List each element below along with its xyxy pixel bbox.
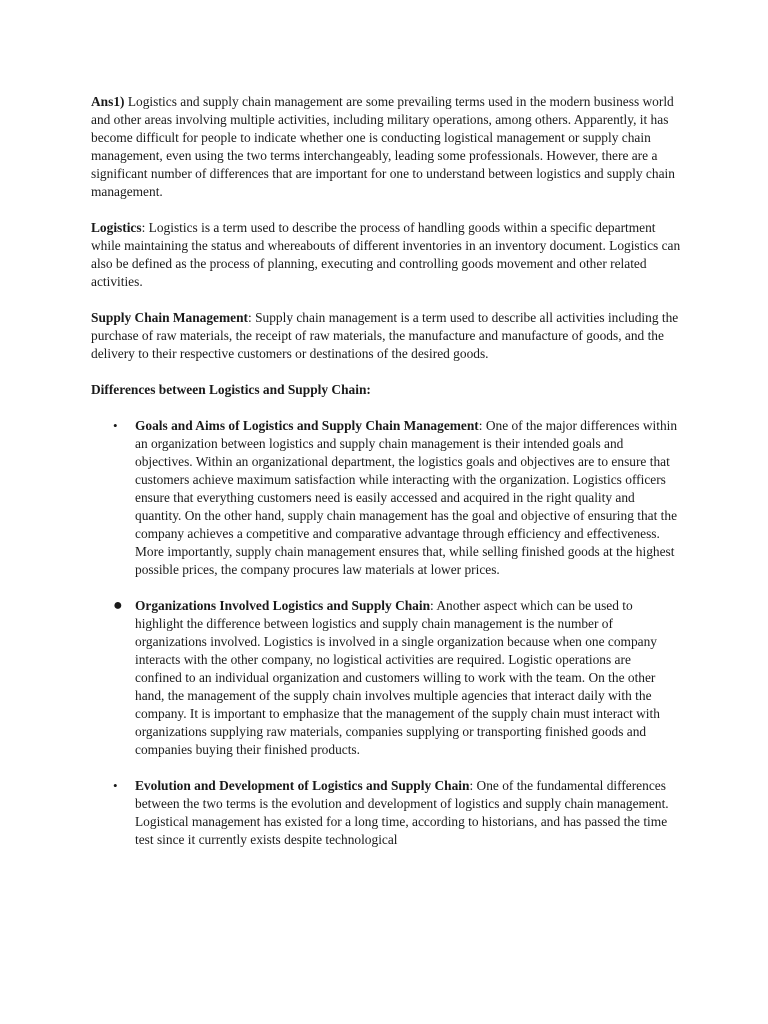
list-item bbox=[91, 597, 681, 759]
bullet-icon: ● bbox=[113, 597, 123, 614]
logistics-term: Logistics bbox=[91, 220, 142, 235]
bullet-icon: • bbox=[113, 418, 118, 433]
intro-paragraph bbox=[91, 93, 681, 201]
scm-definition bbox=[91, 309, 681, 363]
document-body bbox=[91, 93, 681, 867]
scm-text: : Supply chain management is a term used to describe all activities including the purchase of raw materials, the receipt of raw materials, the manufacture and manufacture of goods, and the delivery to their respective customers or destinations of the desired goods. bbox=[91, 310, 679, 361]
list-item-text: : Another aspect which can be used to highlight the difference between logistics and supply chain management is the number of organizations involved. Logistics is involved in a single organization because when one company interacts with the other company, no logistical activities are required. Logistic operations are confined to an individual organization and customers willing to work with the team. On the other hand, the management of the supply chain involves multiple agencies that interact daily with the company. It is important to emphasize that the management of the supply chain must interact with organizations supplying raw materials, companies supplying or transporting finished goods and companies buying their finished products. bbox=[135, 598, 660, 757]
logistics-definition bbox=[91, 219, 681, 291]
scm-term: Supply Chain Management bbox=[91, 310, 248, 325]
logistics-text: : Logistics is a term used to describe the process of handling goods within a specific department while maintaining the status and whereabouts of different inventories in an inventory document. Logistics can also be defined as the process of planning, executing and controlling goods movement and other related activities. bbox=[91, 220, 681, 289]
list-item-text: : One of the fundamental differences between the two terms is the evolution and development of logistics and supply chain management. Logistical management has existed for a long time, according to historians, and has passed the time test since it currently exists despite technological bbox=[135, 778, 669, 847]
intro-text: Logistics and supply chain management are some prevailing terms used in the modern business world and other areas involving multiple activities, including military operations, among others. Apparently, it has become difficult for people to indicate whether one is conducting logistical management or supply chain management, even using the two terms interchangeably, leading some professionals. However, there are a significant number of differences that are important for one to understand between logistics and supply chain management. bbox=[91, 94, 675, 199]
bullet-icon: • bbox=[113, 778, 118, 793]
list-item-text: : One of the major differences within an organization between logistics and supply chain management is their intended goals and objectives. Within an organizational department, the logistics goals and objectives are to ensure that customers achieve maximum satisfaction while interacting with the organization. Logistics officers ensure that everything customers need is easily accessed and acquired in the right quality and quantity. On the other hand, supply chain management has the goal and objective of ensuring that the company achieves a competitive and comparative advantage through efficiency and effectiveness. More importantly, supply chain management ensures that, while selling finished goods at the highest possible prices, the company procures law materials at lower prices. bbox=[135, 418, 678, 577]
answer-label: Ans1) bbox=[91, 94, 125, 109]
list-item-title: Organizations Involved Logistics and Supply Chain bbox=[135, 598, 431, 613]
list-item-title: Evolution and Development of Logistics and Supply Chain bbox=[135, 778, 470, 793]
differences-list bbox=[91, 417, 681, 849]
list-item bbox=[91, 417, 681, 579]
list-item bbox=[91, 777, 681, 849]
differences-heading: Differences between Logistics and Supply Chain: bbox=[91, 382, 371, 397]
list-item-title: Goals and Aims of Logistics and Supply Chain Management bbox=[135, 418, 479, 433]
